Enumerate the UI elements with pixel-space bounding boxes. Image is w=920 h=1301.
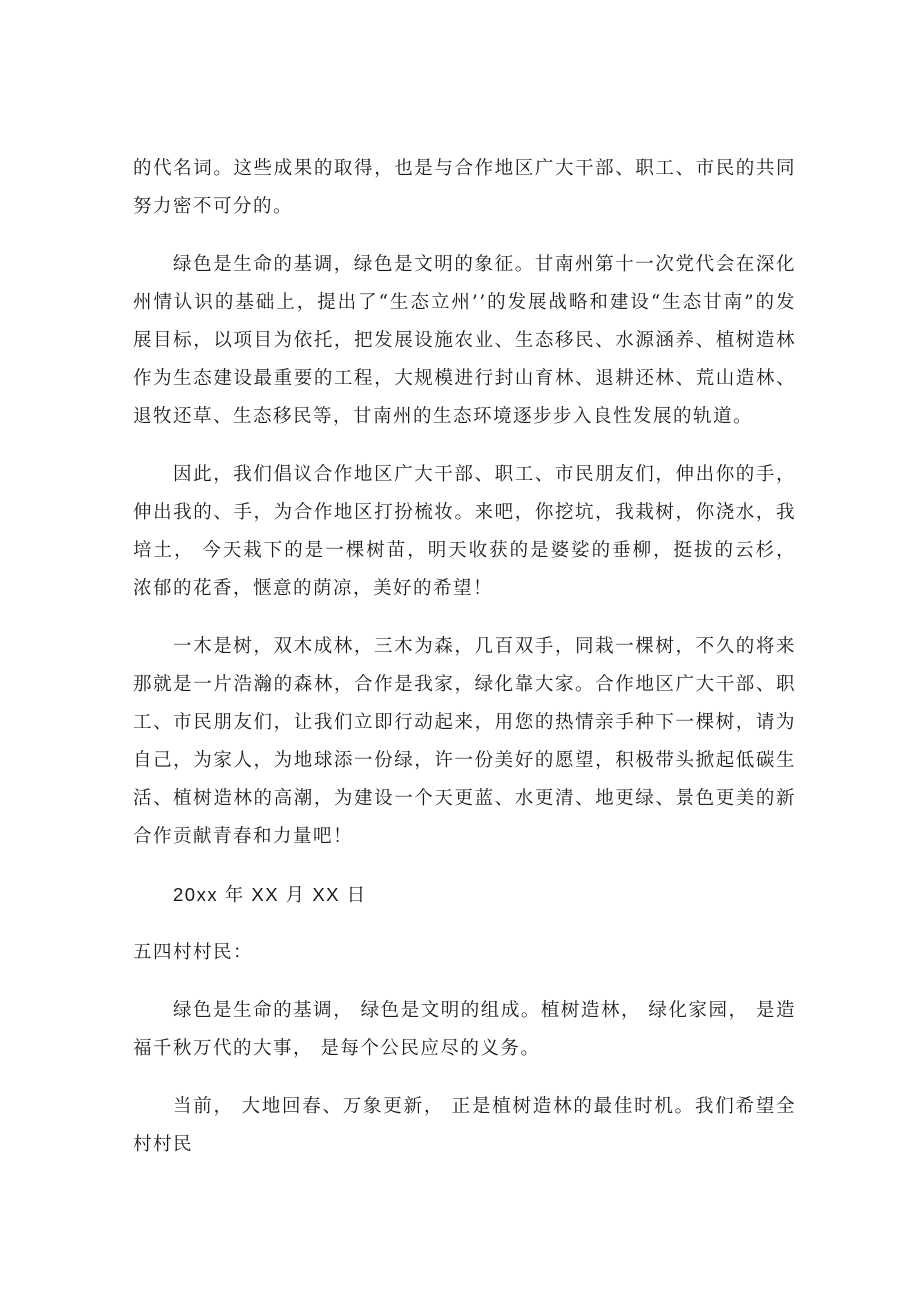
paragraph-continuation: 的代名词。这些成果的取得，也是与合作地区广大干部、职工、市民的共同努力密不可分的。 bbox=[133, 158, 796, 217]
paragraph-initiative: 因此，我们倡议合作地区广大干部、职工、市民朋友们，伸出你的手， 伸出我的、手，为合作地区打扮梳妆。来吧，你挖坑，我栽树，你浇水，我培土， 今天栽下的是一棵树苗，明天收获的是婆娑的垂柳，挺拔的云杉，浓郁的花香，惬意的荫凉，美好的希望！ bbox=[133, 464, 796, 599]
document-body bbox=[133, 150, 796, 1164]
paragraph-spring-timing: 当前， 大地回春、万象更新， 正是植树造林的最佳时机。我们希望全村村民 bbox=[133, 1096, 796, 1155]
document-date: 20xx 年 XX 月 XX 日 bbox=[173, 884, 367, 905]
salutation: 五四村村民： bbox=[133, 942, 254, 963]
paragraph-call-to-action: 一木是树，双木成林，三木为森，几百双手，同栽一棵树，不久的将来那就是一片浩瀚的森林，合作是我家，绿化靠大家。合作地区广大干部、职工、市民朋友们，让我们立即行动起来，用您的热情亲手种下一棵树，请为自己，为家人，为地球添一份绿，许一份美好的愿望，积极带头掀起低碳生活、植树造林的高潮，为建设一个天更蓝、水更清、地更绿、景色更美的新合作贡献青春和力量吧！ bbox=[133, 636, 796, 847]
paragraph-green-ecology: 绿色是生命的基调，绿色是文明的象征。甘南州第十一次党代会在深化州情认识的基础上，提出了“生态立州’’的发展战略和建设“生态甘南”的发展目标，以项目为依托，把发展设施农业、生态移民、水源涵养、植树造林作为生态建设最重要的工程，大规模进行封山育林、退耕还林、荒山造林、退牧还草、生态移民等，甘南州的生态环境逐步步入良性发展的轨道。 bbox=[133, 254, 796, 427]
paragraph-tree-planting: 绿色是生命的基调， 绿色是文明的组成。植树造林， 绿化家园， 是造福千秋万代的大事， 是每个公民应尽的义务。 bbox=[133, 1000, 796, 1059]
